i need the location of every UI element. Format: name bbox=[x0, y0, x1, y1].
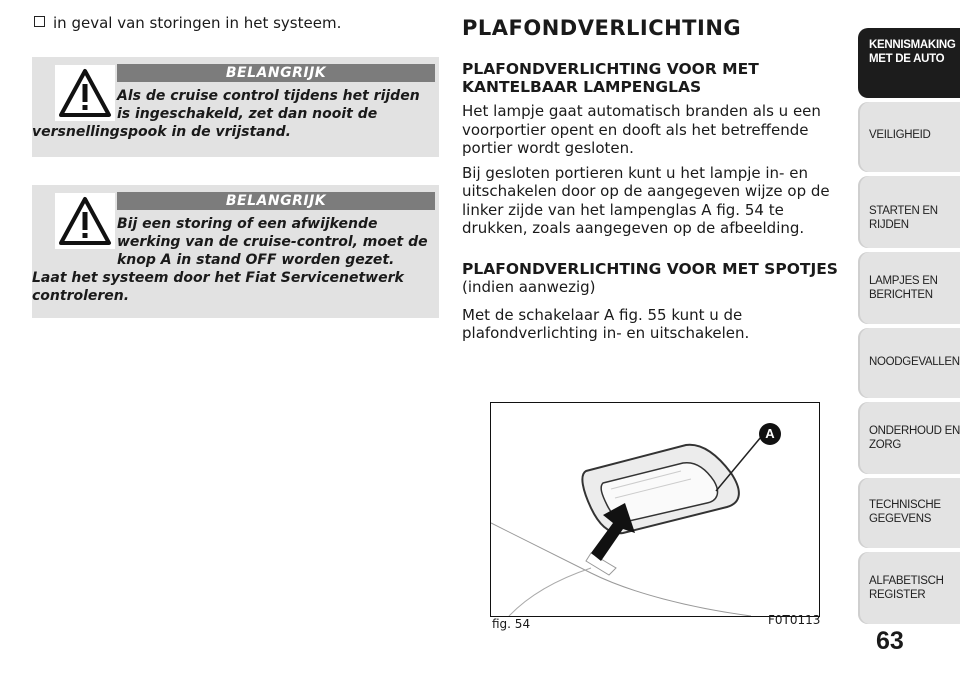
tab-label: ONDERHOUD EN bbox=[869, 425, 960, 437]
figure-ceiling-light bbox=[490, 402, 820, 617]
paragraph: Het lampje gaat automatisch branden als u een voorportier opent en dooft als het betreffende portier wordt gesloten. bbox=[462, 102, 821, 157]
tab-lampjes-en-berichten[interactable] bbox=[858, 252, 960, 324]
section-heading: PLAFONDVERLICHTING VOOR MET KANTELBAAR LAMPENGLAS bbox=[462, 60, 759, 96]
tab-label: TECHNISCHE bbox=[869, 499, 941, 511]
figure-label: fig. 54 bbox=[492, 617, 531, 631]
tab-label: VEILIGHEID bbox=[869, 129, 931, 141]
page-title: PLAFONDVERLICHTING bbox=[462, 16, 742, 40]
callout-label: A bbox=[759, 423, 781, 445]
tab-label: ZORG bbox=[869, 439, 902, 451]
warning-box-1 bbox=[32, 57, 439, 157]
tab-starten-en-rijden[interactable] bbox=[858, 176, 960, 248]
tab-label: BERICHTEN bbox=[869, 289, 933, 301]
tab-noodgevallen[interactable] bbox=[858, 328, 960, 398]
paragraph: Met de schakelaar A fig. 55 kunt u de plafondverlichting in- en uitschakelen. bbox=[462, 305, 750, 342]
tab-kennismaking[interactable] bbox=[858, 28, 960, 98]
bullet-text: in geval van storingen in het systeem. bbox=[53, 14, 342, 32]
page-number: 63 bbox=[876, 627, 904, 655]
tab-technische-gegevens[interactable] bbox=[858, 478, 960, 548]
tab-label: ALFABETISCH bbox=[869, 575, 944, 587]
tab-onderhoud-en-zorg[interactable] bbox=[858, 402, 960, 474]
paragraph: Bij gesloten portieren kunt u het lampje in- en uitschakelen door op de aangegeven wijze op de linker zijde van het lampenglas A fig. 54 te drukken, zoals aangegeven op de afbeelding. bbox=[462, 163, 830, 237]
tab-label: NOODGEVALLEN bbox=[869, 356, 960, 368]
bullet-item bbox=[34, 14, 341, 32]
warning-header: BELANGRIJK bbox=[117, 192, 435, 210]
press-arrow-icon bbox=[587, 503, 637, 563]
tab-alfabetisch-register[interactable] bbox=[858, 552, 960, 624]
tab-label: LAMPJES EN bbox=[869, 275, 938, 287]
tab-label: REGISTER bbox=[869, 589, 926, 601]
tab-label: STARTEN EN RIJDEN bbox=[869, 205, 938, 231]
warning-header: BELANGRIJK bbox=[117, 64, 435, 82]
tab-veiligheid[interactable] bbox=[858, 102, 960, 172]
tab-label: KENNISMAKING bbox=[869, 39, 956, 51]
section-subheading: (indien aanwezig) bbox=[462, 277, 596, 296]
warning-box-2 bbox=[32, 185, 439, 318]
section-heading: PLAFONDVERLICHTING VOOR MET SPOTJES bbox=[462, 259, 838, 278]
warning-text: Als de cruise control tijdens het rijden is ingeschakeld, zet dan nooit de versnellingspook in de vrijstand. bbox=[32, 88, 420, 140]
main-content bbox=[462, 16, 842, 343]
tab-label: GEGEVENS bbox=[869, 513, 932, 525]
tab-label: MET DE AUTO bbox=[869, 53, 945, 65]
warning-text: Bij een storing of een afwijkende werking van de cruise-control, moet de knop A in stand OFF worden gezet. Laat het systeem door het Fiat Servicenetwerk controleren. bbox=[32, 216, 428, 304]
checkbox-bullet-icon bbox=[34, 16, 45, 27]
figure-code: F0T0113 bbox=[768, 613, 821, 627]
